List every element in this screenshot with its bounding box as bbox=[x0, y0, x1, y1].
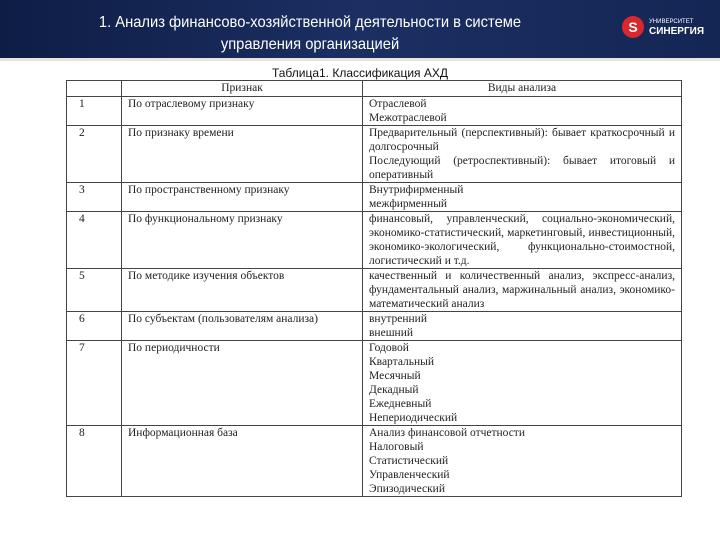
table-row bbox=[67, 426, 682, 497]
row-number: 3 bbox=[67, 183, 122, 212]
row-sign: Информационная база bbox=[122, 426, 363, 497]
table-row bbox=[67, 269, 682, 312]
title-line-2: управления организацией bbox=[220, 36, 400, 53]
header-number bbox=[67, 81, 122, 97]
header-banner bbox=[0, 0, 720, 58]
header-divider bbox=[0, 58, 720, 61]
row-types bbox=[363, 183, 682, 212]
header-types: Виды анализа bbox=[363, 81, 682, 97]
analysis-type: Месячный bbox=[369, 370, 421, 382]
row-sign: По периодичности bbox=[122, 341, 363, 426]
slide-title bbox=[43, 12, 577, 56]
analysis-type: Предварительный (перспективный): бывает краткосрочный и долгосрочный bbox=[369, 127, 675, 153]
row-number: 8 bbox=[67, 426, 122, 497]
title-line-1: 1. Анализ финансово-хозяйственной деятельности в системе bbox=[98, 14, 522, 31]
table-row bbox=[67, 97, 682, 126]
row-types bbox=[363, 341, 682, 426]
header-sign: Признак bbox=[122, 81, 363, 97]
analysis-type: Декадный bbox=[369, 384, 419, 396]
row-types bbox=[363, 126, 682, 183]
row-types bbox=[363, 269, 682, 312]
row-sign: По отраслевому признаку bbox=[122, 97, 363, 126]
analysis-type: внешний bbox=[369, 327, 414, 339]
analysis-type: Статистический bbox=[369, 455, 449, 467]
row-sign: По функциональному признаку bbox=[122, 212, 363, 269]
row-sign: По признаку времени bbox=[122, 126, 363, 183]
analysis-type: финансовый, управленческий, социально-экономический, экономико-статистический, маркетинговый, инвестиционный, экономико-экологический, функционально-стоимостной, логистический и т.д. bbox=[369, 213, 675, 267]
table-row bbox=[67, 312, 682, 341]
analysis-type: Межотраслевой bbox=[369, 112, 447, 124]
analysis-type: Управленческий bbox=[369, 469, 450, 481]
analysis-type: Годовой bbox=[369, 342, 409, 354]
row-sign: По субъектам (пользователям анализа) bbox=[122, 312, 363, 341]
row-sign: По методике изучения объектов bbox=[122, 269, 363, 312]
table-row bbox=[67, 126, 682, 183]
row-number: 6 bbox=[67, 312, 122, 341]
table-row bbox=[67, 212, 682, 269]
analysis-type: Последующий (ретроспективный): бывает итоговый и оперативный bbox=[369, 155, 675, 181]
table-row bbox=[67, 341, 682, 426]
analysis-type: качественный и количественный анализ, экспресс-анализ, фундаментальный анализ, маржинальный анализ, экономико-математический анализ bbox=[369, 270, 675, 310]
row-number: 5 bbox=[67, 269, 122, 312]
table-header-row bbox=[67, 81, 682, 97]
analysis-type: Отраслевой bbox=[369, 98, 427, 110]
logo-top-text: УНИВЕРСИТЕТ bbox=[649, 19, 694, 25]
analysis-type: межфирменный bbox=[369, 198, 448, 210]
row-sign: По пространственному признаку bbox=[122, 183, 363, 212]
synergy-logo bbox=[622, 16, 704, 38]
logo-icon: S bbox=[622, 16, 644, 38]
row-number: 2 bbox=[67, 126, 122, 183]
row-types bbox=[363, 312, 682, 341]
analysis-type: Ежедневный bbox=[369, 398, 432, 410]
row-number: 1 bbox=[67, 97, 122, 126]
row-number: 4 bbox=[67, 212, 122, 269]
row-types bbox=[363, 426, 682, 497]
table-caption: Таблица1. Классификация АХД bbox=[271, 66, 449, 80]
analysis-type: Налоговый bbox=[369, 441, 424, 453]
row-types bbox=[363, 97, 682, 126]
logo-bottom-text: СИНЕРГИЯ bbox=[649, 26, 705, 37]
analysis-type: Эпизодический bbox=[369, 483, 445, 495]
row-number: 7 bbox=[67, 341, 122, 426]
analysis-type: Непериодический bbox=[369, 412, 458, 424]
analysis-type: Квартальный bbox=[369, 356, 435, 368]
classification-table bbox=[66, 80, 682, 497]
table-row bbox=[67, 183, 682, 212]
analysis-type: Анализ финансовой отчетности bbox=[369, 427, 525, 439]
analysis-type: внутренний bbox=[369, 313, 427, 325]
row-types bbox=[363, 212, 682, 269]
analysis-type: Внутрифирменный bbox=[369, 184, 464, 196]
